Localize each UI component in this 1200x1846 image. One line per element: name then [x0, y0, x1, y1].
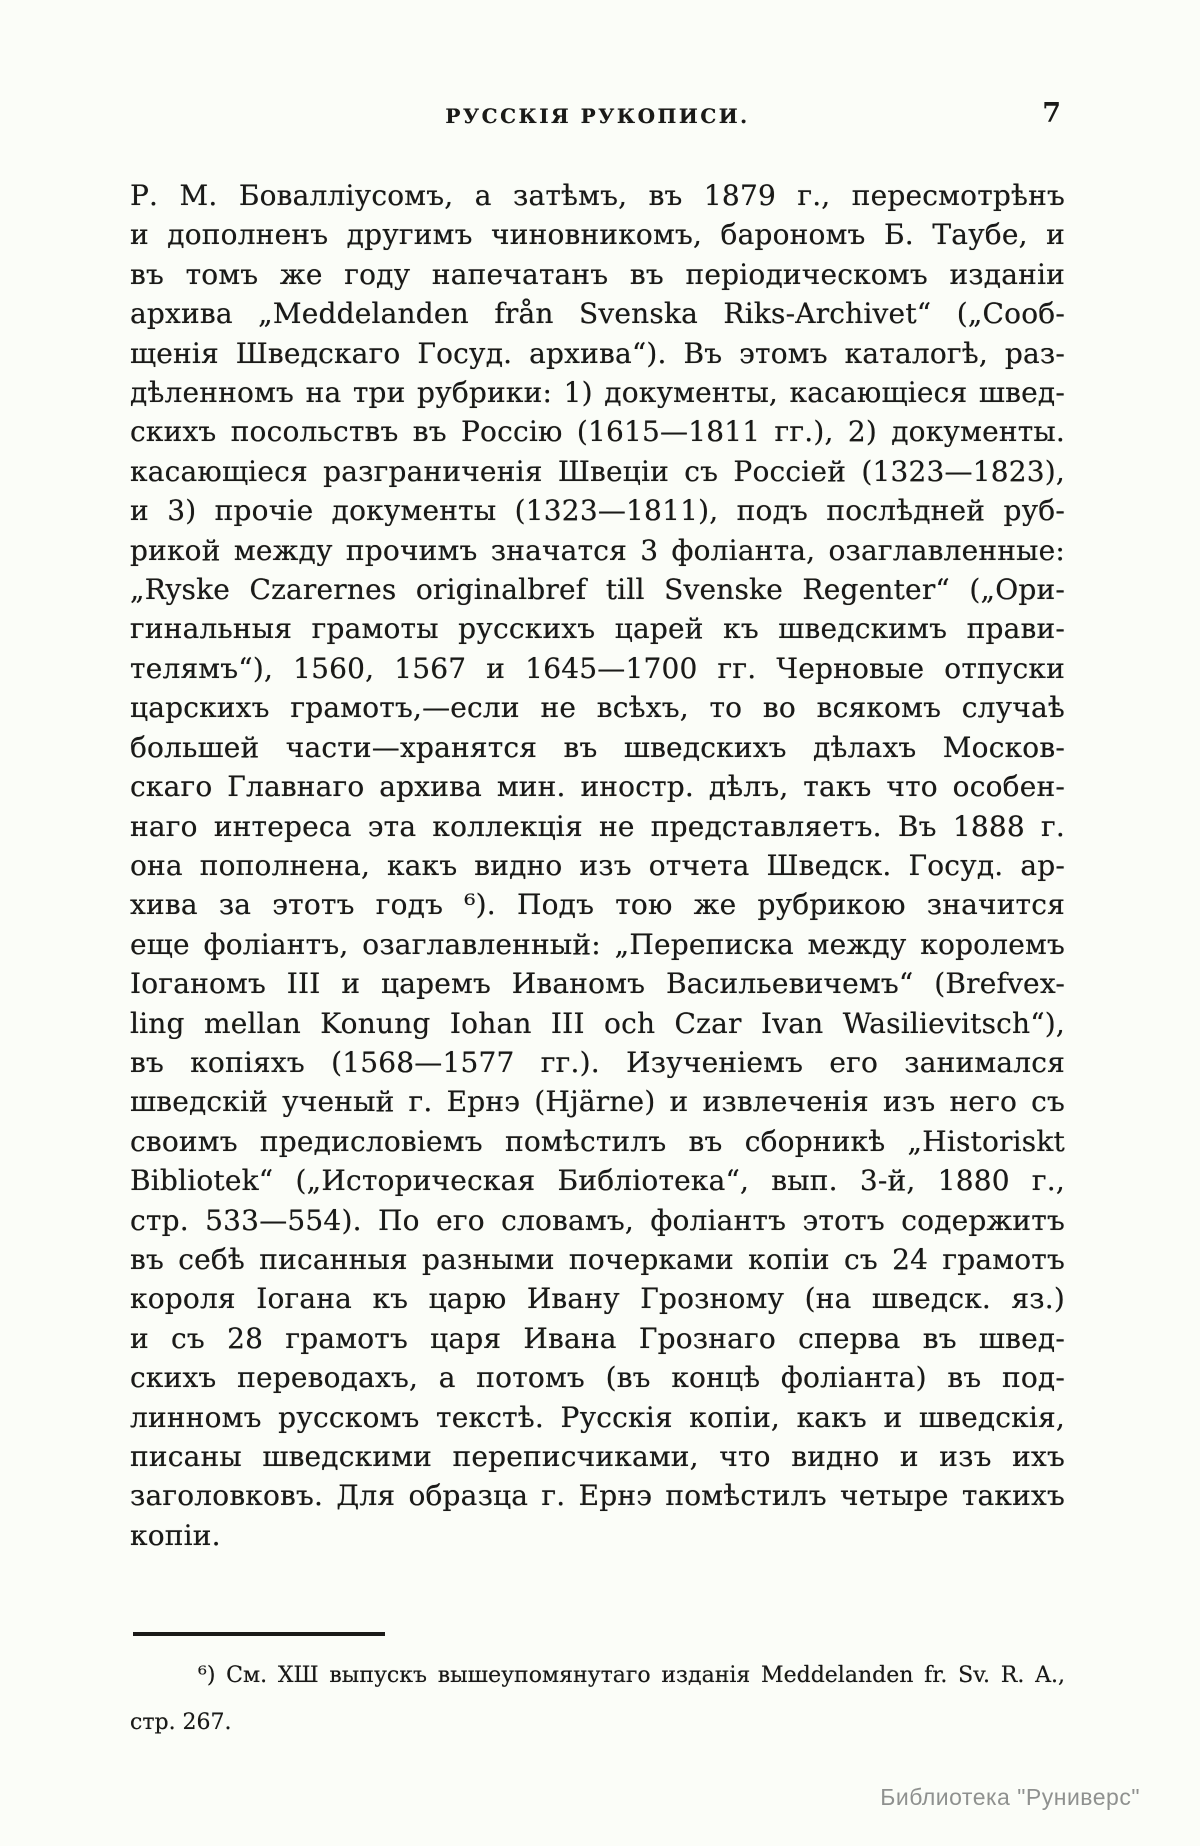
body-text-line: и съ 28 грамотъ царя Ивана Грознаго сперва въ швед-	[130, 1321, 1065, 1355]
body-text-line: и дополненъ другимъ чиновникомъ, барономъ Б. Таубе, и	[130, 218, 1065, 252]
body-text-line: короля Іогана къ царю Ивану Грозному (на шведск. яз.)	[130, 1282, 1065, 1316]
body-text-line: телямъ“), 1560, 1567 и 1645—1700 гг. Черновые отпуски	[130, 651, 1065, 685]
footnote-line: стр. 267.	[130, 1710, 232, 1735]
body-text-line: Іоганомъ III и царемъ Иваномъ Васильевичемъ“ (Brefvex-	[130, 967, 1065, 1001]
body-text-line: рикой между прочимъ значатся 3 фоліанта, озаглавленные:	[130, 533, 1065, 567]
library-watermark: Библиотека "Руниверс"	[880, 1784, 1140, 1810]
body-text-line: Р. М. Бовалліусомъ, а затѣмъ, въ 1879 г., пересмотрѣнъ	[130, 179, 1065, 212]
running-header-title: РУССКІЯ РУКОПИСИ.	[445, 104, 750, 128]
body-text	[130, 176, 1065, 1555]
body-text-line: въ копіяхъ (1568—1577 гг.). Изученіемъ его занимался	[130, 1045, 1065, 1079]
body-text-line: въ себѣ писанныя разными почерками копіи съ 24 грамотъ	[130, 1242, 1065, 1276]
body-text-line: и 3) прочіе документы (1323—1811), подъ послѣдней руб-	[130, 494, 1065, 528]
body-text-line: линномъ русскомъ текстѣ. Русскія копіи, какъ и шведскія,	[130, 1400, 1065, 1434]
body-text-line: хива за этотъ годъ ⁶). Подъ тою же рубрикою значится	[130, 888, 1065, 922]
body-text-line: ling mellan Konung Iohan III och Czar Ivan Wasilievitsch“),	[130, 1006, 1065, 1040]
body-text-line: она пополнена, какъ видно изъ отчета Шведск. Госуд. ар-	[130, 848, 1065, 882]
footnote-divider	[133, 1632, 385, 1636]
running-header	[130, 98, 1065, 144]
body-text-line: скаго Главнаго архива мин. иностр. дѣлъ, такъ что особен-	[130, 770, 1065, 804]
body-text-line: касающіеся разграниченія Швеціи съ Россіей (1323—1823),	[130, 454, 1065, 488]
body-text-line: въ томъ же году напечатанъ въ періодическомъ изданіи	[130, 257, 1065, 291]
body-text-line: еще фоліантъ, озаглавленный: „Переписка между королемъ	[130, 927, 1065, 961]
body-text-line: наго интереса эта коллекція не представляетъ. Въ 1888 г.	[130, 809, 1065, 843]
body-text-line: „Ryske Czarernes originalbref till Svenske Regenter“ („Ори-	[130, 573, 1065, 607]
body-text-line: шведскій ученый г. Ернэ (Hjärne) и извлеченія изъ него съ	[130, 1085, 1065, 1119]
body-text-line: скихъ посольствъ въ Россію (1615—1811 гг.), 2) документы.	[130, 415, 1065, 449]
body-text-line: большей части—хранятся въ шведскихъ дѣлахъ Москов-	[130, 730, 1065, 764]
body-text-line: гинальныя грамоты русскихъ царей къ шведскимъ прави-	[130, 612, 1065, 646]
body-text-line: копіи.	[130, 1518, 221, 1552]
body-text-line: архива „Meddelanden från Svenska Riks-Archivet“ („Сооб-	[130, 297, 1065, 331]
body-text-line: стр. 533—554). По его словамъ, фоліантъ этотъ содержитъ	[130, 1203, 1065, 1237]
body-text-line: дѣленномъ на три рубрики: 1) документы, касающіеся швед-	[130, 376, 1065, 410]
body-text-line: писаны шведскими переписчиками, что видно и изъ ихъ	[130, 1440, 1065, 1473]
body-text-line: своимъ предисловіемъ помѣстилъ въ сборникѣ „Historiskt	[130, 1124, 1065, 1158]
footnote-line: ⁶) См. ХШ выпускъ вышеупомянутаго изданія Meddelanden fr. Sv. R. A.,	[198, 1663, 1065, 1688]
body-text-line: царскихъ грамотъ,—если не всѣхъ, то во всякомъ случаѣ	[130, 691, 1065, 725]
footnote	[130, 1652, 1065, 1746]
body-text-line: заголовковъ. Для образца г. Ернэ помѣстилъ четыре такихъ	[130, 1479, 1065, 1513]
page-number: 7	[1042, 98, 1061, 129]
body-text-line: Bibliotek“ („Историческая Библіотека“, вып. 3-й, 1880 г.,	[130, 1164, 1065, 1198]
body-text-line: щенія Шведскаго Госуд. архива“). Въ этомъ каталогѣ, раз-	[130, 336, 1065, 370]
body-text-line: скихъ переводахъ, а потомъ (въ концѣ фоліанта) въ под-	[130, 1361, 1065, 1395]
